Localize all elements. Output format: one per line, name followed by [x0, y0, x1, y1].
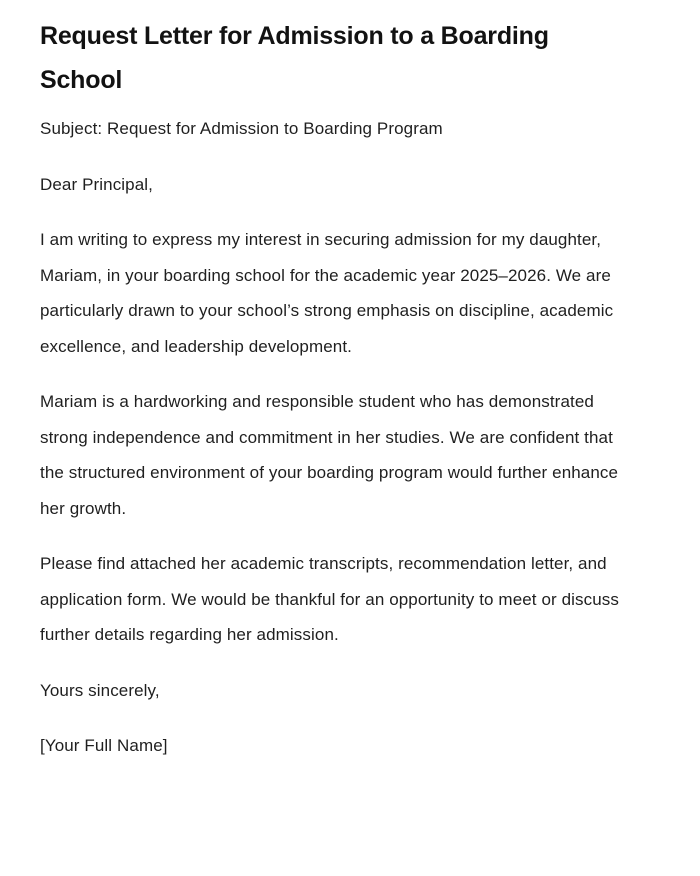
- body-paragraph-1: I am writing to express my interest in securing admission for my daughter, Mariam, in your boarding school for the academic year 2025–2026. We are particularly drawn to your school’s strong emphasis on discipline, academic excellence, and leadership development.: [40, 230, 614, 356]
- page-title: Request Letter for Admission to a Boarding School: [40, 22, 549, 94]
- closing-line: Yours sincerely,: [40, 680, 160, 700]
- subject-line: Subject: Request for Admission to Boarding Program: [40, 119, 443, 138]
- body-paragraph-3: Please find attached her academic transcripts, recommendation letter, and application form. We would be thankful for an opportunity to meet or discuss further details regarding her admission.: [40, 554, 619, 644]
- salutation: Dear Principal,: [40, 174, 153, 194]
- signature-placeholder: [Your Full Name]: [40, 736, 168, 755]
- body-paragraph-2: Mariam is a hardworking and responsible student who has demonstrated strong independence and commitment in her studies. We are confident that the structured environment of your boarding program would further enhance her growth.: [40, 392, 619, 518]
